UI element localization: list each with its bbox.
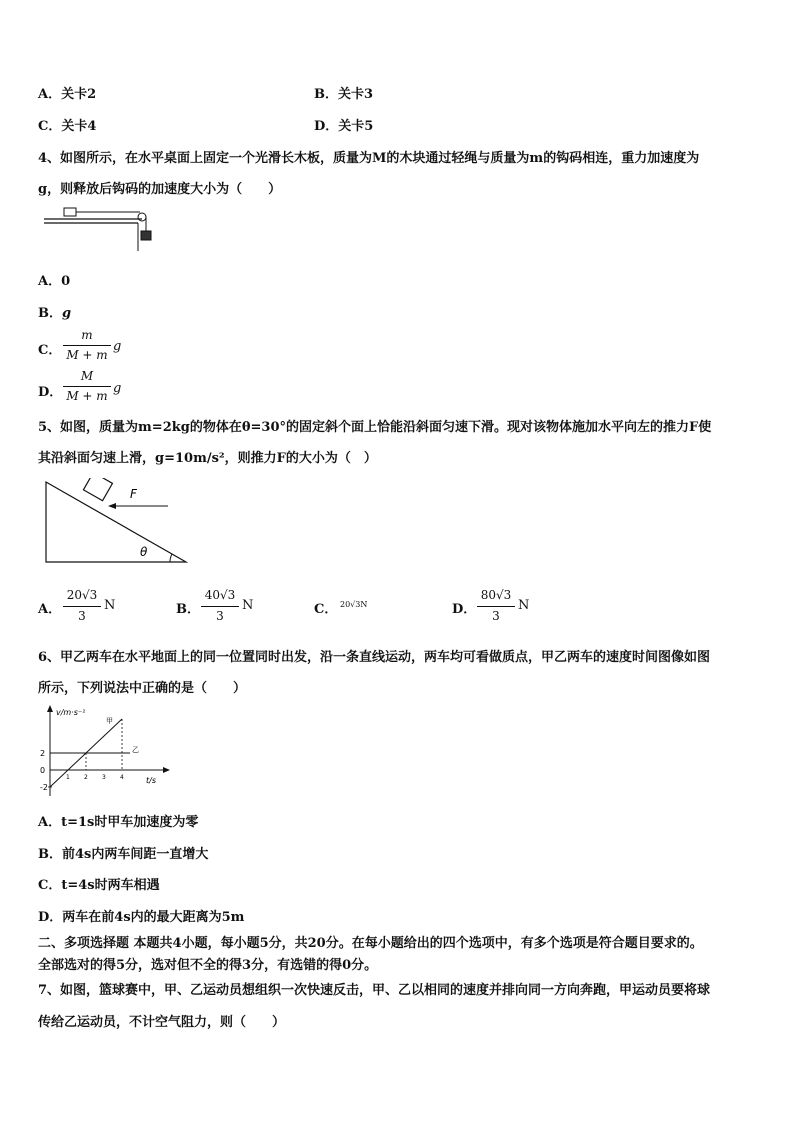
q6-option-a: A．t=1s时甲车加速度为零 xyxy=(38,815,199,830)
q5-option-b-unit: N xyxy=(242,598,254,613)
q5-option-a-denominator: 3 xyxy=(78,609,86,623)
q3-option-b: B．关卡3 xyxy=(314,87,374,102)
y-tick-label: -2 xyxy=(40,783,48,792)
q4-option-b-label: B． xyxy=(38,306,62,321)
q4-option-c-label: C． xyxy=(38,343,62,358)
q3-option-c: C．关卡4 xyxy=(38,119,97,134)
q5-option-b-denominator: 3 xyxy=(216,609,224,623)
q5-option-b-numerator: 40√3 xyxy=(204,588,236,602)
q6-option-d: D．两车在前4s内的最大距离为5m xyxy=(38,910,245,925)
q5-option-a-unit: N xyxy=(104,598,116,613)
q4-option-d-label: D． xyxy=(38,385,63,400)
y-tick-label: 2 xyxy=(40,749,46,758)
q6-option-c: C．t=4s时两车相遇 xyxy=(38,878,160,893)
q6-velocity-time-chart xyxy=(34,702,174,800)
q5-option-d-label: D． xyxy=(452,602,477,617)
q5-option-d-numerator: 80√3 xyxy=(480,588,512,602)
q4-option-d-fraction-bar xyxy=(63,386,111,387)
q5-option-a-numerator: 20√3 xyxy=(66,588,98,602)
y-tick-label: 0 xyxy=(40,766,46,775)
q4-option-d-g: g xyxy=(113,381,122,396)
y-axis-arrow xyxy=(47,705,53,712)
q3-option-a: A．关卡2 xyxy=(38,87,97,102)
series-label-jia: 甲 xyxy=(106,717,113,725)
q3-option-d: D．关卡5 xyxy=(314,119,374,134)
q7-stem-line2: 传给乙运动员，不计空气阻力，则（ ） xyxy=(38,1015,286,1030)
q4-option-d-denominator: M + m xyxy=(66,389,108,403)
x-tick-label: 2 xyxy=(84,774,88,781)
y-axis-label: v/m·s⁻¹ xyxy=(56,708,86,717)
x-axis-label: t/s xyxy=(146,776,156,785)
x-tick-label: 3 xyxy=(102,774,106,781)
x-axis-arrow xyxy=(163,767,170,773)
q5-option-d-denominator: 3 xyxy=(492,609,500,623)
section2-instructions-line1: 二、多项选择题 本题共4小题，每小题5分，共20分。在每小题给出的四个选项中，有多个选项是符合题目要求的。 xyxy=(38,936,703,951)
x-tick-label: 1 xyxy=(66,774,70,781)
q5-option-d-fraction-bar xyxy=(477,606,515,607)
q4-option-b-value: g xyxy=(62,306,72,321)
q4-option-c-numerator: m xyxy=(81,328,93,342)
q4-stem-line1: 4、如图所示，在水平桌面上固定一个光滑长木板，质量为M的木块通过轻绳与质量为m的钩码相连，重力加速度为 xyxy=(38,151,700,166)
q5-angle-label: θ xyxy=(140,545,148,559)
q4-option-c-fraction-bar xyxy=(63,345,111,346)
q5-stem-line2: 其沿斜面匀速上滑，g=10m/s²，则推力F的大小为（ ） xyxy=(38,451,377,466)
q5-force-label: F xyxy=(130,487,137,501)
q6-stem-line2: 所示，下列说法中正确的是（ ） xyxy=(38,681,247,696)
q5-incline-figure xyxy=(42,478,192,566)
q4-option-c-denominator: M + m xyxy=(66,348,108,362)
q5-option-d-unit: N xyxy=(518,598,530,613)
q4-option-c-g: g xyxy=(113,339,122,354)
q4-figure xyxy=(42,205,162,253)
q5-option-c-value: 20√3N xyxy=(340,600,368,609)
q5-stem-line1: 5、如图，质量为m=2kg的物体在θ=30°的固定斜个面上恰能沿斜面匀速下滑。现对该物体施加水平向左的推力F使 xyxy=(38,420,712,435)
q5-option-b-fraction-bar xyxy=(201,606,239,607)
section2-instructions-line2: 全部选对的得5分，选对但不全的得3分，有选错的得0分。 xyxy=(38,958,378,973)
q6-option-b: B．前4s内两车间距一直增大 xyxy=(38,847,209,862)
q7-stem-line1: 7、如图，篮球赛中，甲、乙运动员想组织一次快速反击，甲、乙以相同的速度并排向同一方向奔跑，甲运动员要将球 xyxy=(38,983,711,998)
x-tick-label: 4 xyxy=(120,774,124,781)
q4-option-d-numerator: M xyxy=(80,369,94,383)
q5-option-a-label: A． xyxy=(38,602,62,617)
q5-option-c-label: C． xyxy=(314,602,338,617)
series-label-yi: 乙 xyxy=(132,746,139,754)
q5-option-b-label: B． xyxy=(176,602,200,617)
q5-option-a-fraction-bar xyxy=(63,606,101,607)
q4-option-a: A．0 xyxy=(38,274,71,289)
q6-stem-line1: 6、甲乙两车在水平地面上的同一位置同时出发，沿一条直线运动，两车均可看做质点，甲乙两车的速度时间图像如图 xyxy=(38,650,711,665)
q4-stem-line2: g，则释放后钩码的加速度大小为（ ） xyxy=(38,182,282,197)
